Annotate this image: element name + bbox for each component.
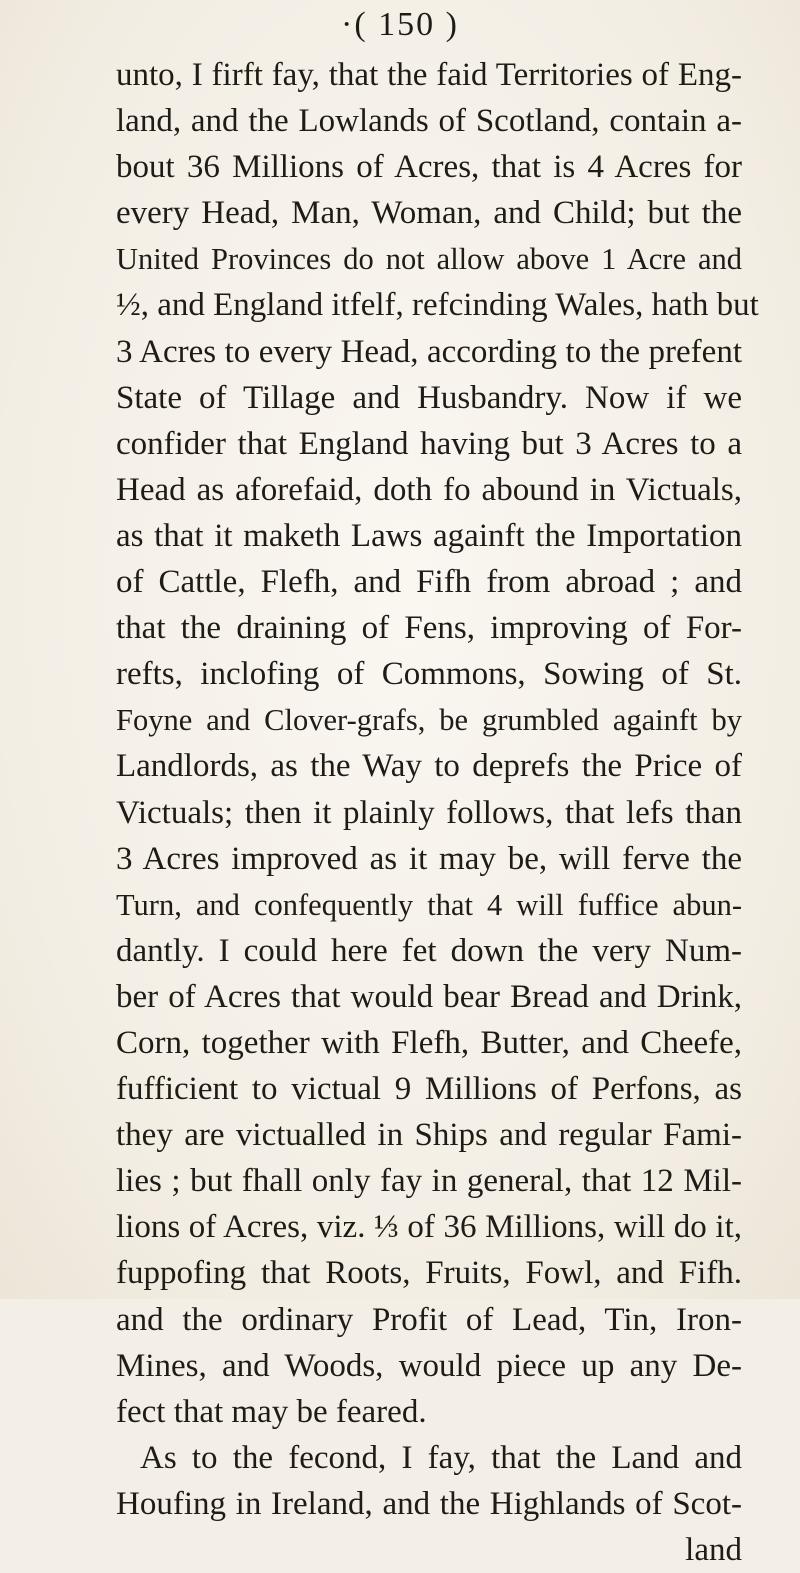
text-line: dantly. I could here fet down the very Num- <box>116 932 742 969</box>
text-line: Turn, and confequently that 4 will fuffice abun- <box>116 887 742 922</box>
text-line: Victuals; then it plainly follows, that lefs than <box>116 794 742 831</box>
text-line: as that it maketh Laws againft the Importation <box>116 517 742 554</box>
text-line: of Cattle, Flefh, and Fifh from abroad ; and <box>116 564 742 601</box>
text-line: lions of Acres, viz. ⅓ of 36 Millions, will do it, <box>116 1209 742 1246</box>
text-line: land, and the Lowlands of Scotland, contain a- <box>116 103 742 140</box>
text-line: and the ordinary Profit of Lead, Tin, Iron- <box>116 1301 742 1338</box>
text-line: Mines, and Woods, would piece up any De- <box>116 1347 742 1384</box>
text-line: Foyne and Clover-grafs, be grumbled againft by <box>116 703 742 738</box>
text-line: that the draining of Fens, improving of For- <box>116 610 742 647</box>
text-line: United Provinces do not allow above 1 Acre and <box>116 242 742 277</box>
text-line: Head as aforefaid, doth fo abound in Victuals, <box>116 471 742 508</box>
page-number-header: ·( 150 ) <box>341 6 459 43</box>
text-line: they are victualled in Ships and regular Fami- <box>116 1117 742 1154</box>
catchword: land <box>685 1532 742 1568</box>
text-line: every Head, Man, Woman, and Child; but the <box>116 195 742 232</box>
text-line: State of Tillage and Husbandry. Now if we <box>116 379 742 416</box>
text-line: 3 Acres to every Head, according to the prefent <box>116 333 742 370</box>
text-line: unto, I firft fay, that the faid Territories of Eng- <box>116 57 742 93</box>
text-line: bout 36 Millions of Acres, that is 4 Acres for <box>116 149 742 186</box>
text-line: Corn, together with Flefh, Butter, and Cheefe, <box>116 1024 742 1061</box>
text-line: fufficient to victual 9 Millions of Perfons, as <box>116 1071 742 1108</box>
text-line: 3 Acres improved as it may be, will ferve the <box>116 840 742 877</box>
text-line: As to the fecond, I fay, that the Land and <box>140 1439 742 1476</box>
text-line: Landlords, as the Way to deprefs the Price of <box>116 748 742 785</box>
text-line: fect that may be feared. <box>116 1393 427 1430</box>
text-line: confider that England having but 3 Acres to a <box>116 425 742 462</box>
text-line: Houfing in Ireland, and the Highlands of Scot- <box>116 1485 742 1522</box>
page-body-text <box>116 52 759 1573</box>
text-line: lies ; but fhall only fay in general, that 12 Mil- <box>116 1163 742 1200</box>
text-line: refts, inclofing of Commons, Sowing of St. <box>116 656 742 693</box>
text-line: ½, and England itfelf, refcinding Wales, hath but <box>116 287 759 324</box>
text-line: fuppofing that Roots, Fruits, Fowl, and Fifh. <box>116 1255 742 1292</box>
text-line: ber of Acres that would bear Bread and Drink, <box>116 978 742 1015</box>
